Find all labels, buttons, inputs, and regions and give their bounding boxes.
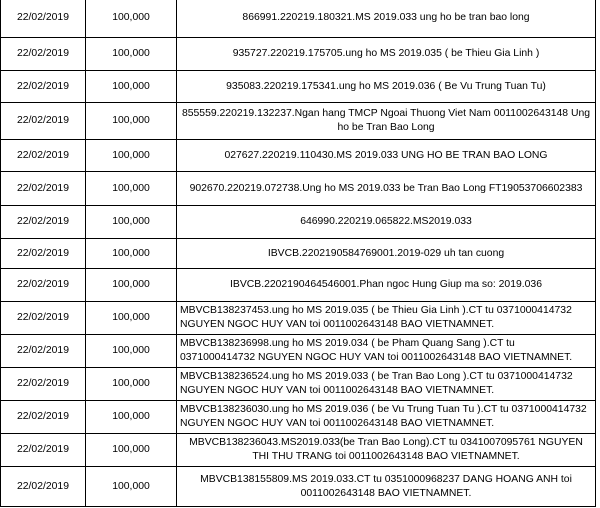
amount-cell: 100,000 [86, 467, 177, 507]
table-row [1, 140, 596, 172]
transactions-body [1, 0, 596, 507]
amount-cell: 100,000 [86, 103, 177, 140]
amount-cell: 100,000 [86, 434, 177, 467]
amount-cell: 100,000 [86, 239, 177, 269]
table-row [1, 206, 596, 239]
date-cell: 22/02/2019 [1, 335, 86, 368]
date-cell: 22/02/2019 [1, 103, 86, 140]
date-cell: 22/02/2019 [1, 467, 86, 507]
date-cell: 22/02/2019 [1, 368, 86, 401]
table-row [1, 302, 596, 335]
amount-cell: 100,000 [86, 368, 177, 401]
amount-cell: 100,000 [86, 401, 177, 434]
date-cell: 22/02/2019 [1, 302, 86, 335]
description-cell: MBVCB138236524.ung ho MS 2019.033 ( be Tran Bao Long ).CT tu 0371000414732 NGUYEN NGOC HUY VAN toi 0011002643148 BAO VIETNAMNET. [177, 368, 596, 401]
date-cell: 22/02/2019 [1, 140, 86, 172]
date-cell: 22/02/2019 [1, 172, 86, 206]
table-row [1, 172, 596, 206]
amount-cell: 100,000 [86, 172, 177, 206]
table-row [1, 103, 596, 140]
amount-cell: 100,000 [86, 71, 177, 103]
description-cell: MBVCB138236043.MS2019.033(be Tran Bao Long).CT tu 0341007095761 NGUYEN THI THU TRANG toi 0011002643148 BAO VIETNAMNET. [177, 434, 596, 467]
table-row [1, 71, 596, 103]
table-row [1, 434, 596, 467]
description-cell: 902670.220219.072738.Ung ho MS 2019.033 be Tran Bao Long FT19053706602383 [177, 172, 596, 206]
description-cell: 646990.220219.065822.MS2019.033 [177, 206, 596, 239]
description-cell: 855559.220219.132237.Ngan hang TMCP Ngoai Thuong Viet Nam 0011002643148 Ung ho be Tran Bao Long [177, 103, 596, 140]
date-cell: 22/02/2019 [1, 206, 86, 239]
description-cell: 027627.220219.110430.MS 2019.033 UNG HO BE TRAN BAO LONG [177, 140, 596, 172]
amount-cell: 100,000 [86, 269, 177, 302]
description-cell: MBVCB138236998.ung ho MS 2019.034 ( be Pham Quang Sang ).CT tu 0371000414732 NGUYEN NGOC HUY VAN toi 0011002643148 BAO VIETNAMNET. [177, 335, 596, 368]
table-row [1, 269, 596, 302]
table-row [1, 0, 596, 38]
description-cell: 935083.220219.175341.ung ho MS 2019.036 ( Be Vu Trung Tuan Tu) [177, 71, 596, 103]
table-row [1, 239, 596, 269]
date-cell: 22/02/2019 [1, 434, 86, 467]
description-cell: IBVCB.2202190464546001.Phan ngoc Hung Giup ma so: 2019.036 [177, 269, 596, 302]
date-cell: 22/02/2019 [1, 239, 86, 269]
date-cell: 22/02/2019 [1, 38, 86, 71]
table-row [1, 467, 596, 507]
amount-cell: 100,000 [86, 335, 177, 368]
description-cell: 935727.220219.175705.ung ho MS 2019.035 ( be Thieu Gia Linh ) [177, 38, 596, 71]
amount-cell: 100,000 [86, 38, 177, 71]
date-cell: 22/02/2019 [1, 269, 86, 302]
table-row [1, 38, 596, 71]
description-cell: 866991.220219.180321.MS 2019.033 ung ho be tran bao long [177, 0, 596, 38]
table-row [1, 401, 596, 434]
description-cell: IBVCB.2202190584769001.2019-029 uh tan cuong [177, 239, 596, 269]
date-cell: 22/02/2019 [1, 401, 86, 434]
table-row [1, 335, 596, 368]
description-cell: MBVCB138237453.ung ho MS 2019.035 ( be Thieu Gia Linh ).CT tu 0371000414732 NGUYEN NGOC HUY VAN toi 0011002643148 BAO VIETNAMNET. [177, 302, 596, 335]
date-cell: 22/02/2019 [1, 71, 86, 103]
description-cell: MBVCB138155809.MS 2019.033.CT tu 0351000968237 DANG HOANG ANH toi 0011002643148 BAO VIETNAMNET. [177, 467, 596, 507]
amount-cell: 100,000 [86, 140, 177, 172]
amount-cell: 100,000 [86, 0, 177, 38]
table-row [1, 368, 596, 401]
description-cell: MBVCB138236030.ung ho MS 2019.036 ( be Vu Trung Tuan Tu ).CT tu 0371000414732 NGUYEN NGOC HUY VAN toi 0011002643148 BAO VIETNAMNET. [177, 401, 596, 434]
amount-cell: 100,000 [86, 302, 177, 335]
amount-cell: 100,000 [86, 206, 177, 239]
date-cell: 22/02/2019 [1, 0, 86, 38]
